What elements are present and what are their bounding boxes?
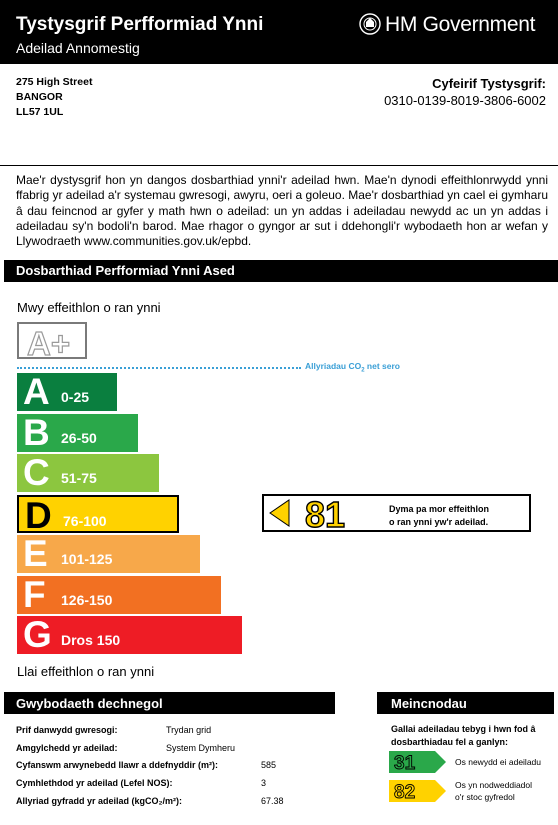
intro-paragraph: Mae'r dystysgrif hon yn dangos dosbarthiad ynni'r adeilad hwn. Mae'n dynodi effeithlonrwydd ynni ffabrig yr adeilad a'r systemau gwresogi, awyru, oeri a goleuo. Mae'r dosbarthiad yn cael ei gymharu â dau feincnod ar gyfer y math hwn o adeilad: un yn addas i adeiladau newydd ac un yn addas i adeiladau sy'n bodoli'n barod. Mae rhagor o gyngor ar sut i ddehongli'r wybodaeth hon ar wefan y Llywodraeth www.communities.gov.uk/epbd. [16, 173, 548, 249]
more-efficient-label: Mwy effeithlon o ran ynni [17, 300, 161, 315]
net-zero-dotted-line [17, 367, 301, 369]
band-letter: E [23, 533, 48, 574]
address-line: BANGOR [16, 91, 63, 103]
technical-info-header [4, 692, 335, 714]
property-address [16, 75, 92, 120]
band-letter: D [25, 494, 52, 536]
certificate-subtitle: Adeilad Annomestig [16, 40, 140, 56]
technical-info-title: Gwybodaeth dechnegol [16, 696, 163, 711]
benchmark-value [394, 751, 428, 779]
technical-row-value: 67.38 [261, 796, 284, 806]
a-plus-band [17, 322, 87, 359]
rating-arrow-icon [269, 499, 291, 527]
benchmark-text: Os yn nodweddiadol o'r stoc gyfredol [455, 780, 533, 802]
technical-row-label: Allyriad gyfradd yr adeilad (kgCO₂/m²): [16, 796, 183, 806]
band-letter: F [23, 573, 46, 615]
technical-row-label: Prif danwydd gwresogi: [16, 725, 118, 735]
technical-row-value: 3 [261, 778, 267, 788]
rating-band-c [17, 454, 159, 492]
band-range: 26-50 [61, 429, 97, 446]
svg-text:31: 31 [394, 753, 416, 773]
band-range: 0-25 [61, 389, 90, 405]
certificate-title: Tystysgrif Perfformiad Ynni [16, 14, 264, 35]
band-range: Dros 150 [61, 632, 121, 648]
rating-band-f [17, 573, 221, 615]
less-efficient-label: Llai effeithlon o ran ynni [17, 664, 155, 679]
royal-crest-icon [359, 13, 381, 35]
net-zero-label: Allyriadau $CO_2$ net sero [305, 361, 400, 374]
band-letter: G [23, 614, 52, 655]
technical-row-value: 585 [261, 760, 277, 770]
rating-band-g [17, 616, 242, 654]
band-range: 101-125 [61, 551, 113, 567]
benchmarks-description: Gallai adeiladau tebyg i hwn fod â dosbarthiadau fel a ganlyn: [391, 724, 536, 747]
technical-row-label: Cyfanswm arwynebedd llawr a ddefnyddir (m²): [16, 760, 219, 770]
technical-row-value: System Dymheru [166, 743, 236, 753]
divider [0, 165, 558, 166]
technical-row-label: Amgylchedd yr adeilad: [16, 743, 118, 753]
certificate-reference-value: 0310-0139-8019-3806-6002 [384, 93, 546, 108]
hm-government-logo: HM Government [385, 13, 536, 36]
rating-band-e [17, 535, 200, 573]
rating-section-header [4, 260, 558, 282]
band-range: 76-100 [63, 512, 107, 529]
rating-band-a [17, 373, 117, 411]
benchmarks-header [377, 692, 554, 714]
current-rating-value [305, 493, 355, 543]
rating-band-d [17, 494, 179, 536]
svg-text:81: 81 [305, 494, 346, 533]
benchmark-value [394, 780, 428, 808]
a-plus-letter: A+ [27, 325, 71, 361]
band-range: 126-150 [61, 591, 113, 608]
benchmark-text: Os newydd ei adeiladu [455, 757, 542, 767]
technical-row-value: Trydan grid [166, 725, 212, 735]
rating-section-title: Dosbarthiad Perfformiad Ynni Ased [16, 263, 235, 278]
address-line: 275 High Street [16, 76, 93, 88]
address-line: LL57 1UL [16, 106, 64, 118]
current-rating-description: Dyma pa mor effeithlon o ran ynni yw'r adeilad. [389, 504, 490, 527]
rating-band-b [17, 411, 138, 453]
certificate-reference-label: Cyfeirif Tystysgrif: [432, 76, 546, 91]
benchmarks-title: Meincnodau [391, 696, 467, 711]
band-letter: C [23, 452, 50, 493]
band-letter: A [23, 371, 50, 412]
svg-text:82: 82 [394, 782, 416, 802]
technical-row-label: Cymhlethdod yr adeilad (Lefel NOS): [16, 778, 173, 788]
band-letter: B [23, 411, 50, 453]
band-range: 51-75 [61, 470, 97, 486]
